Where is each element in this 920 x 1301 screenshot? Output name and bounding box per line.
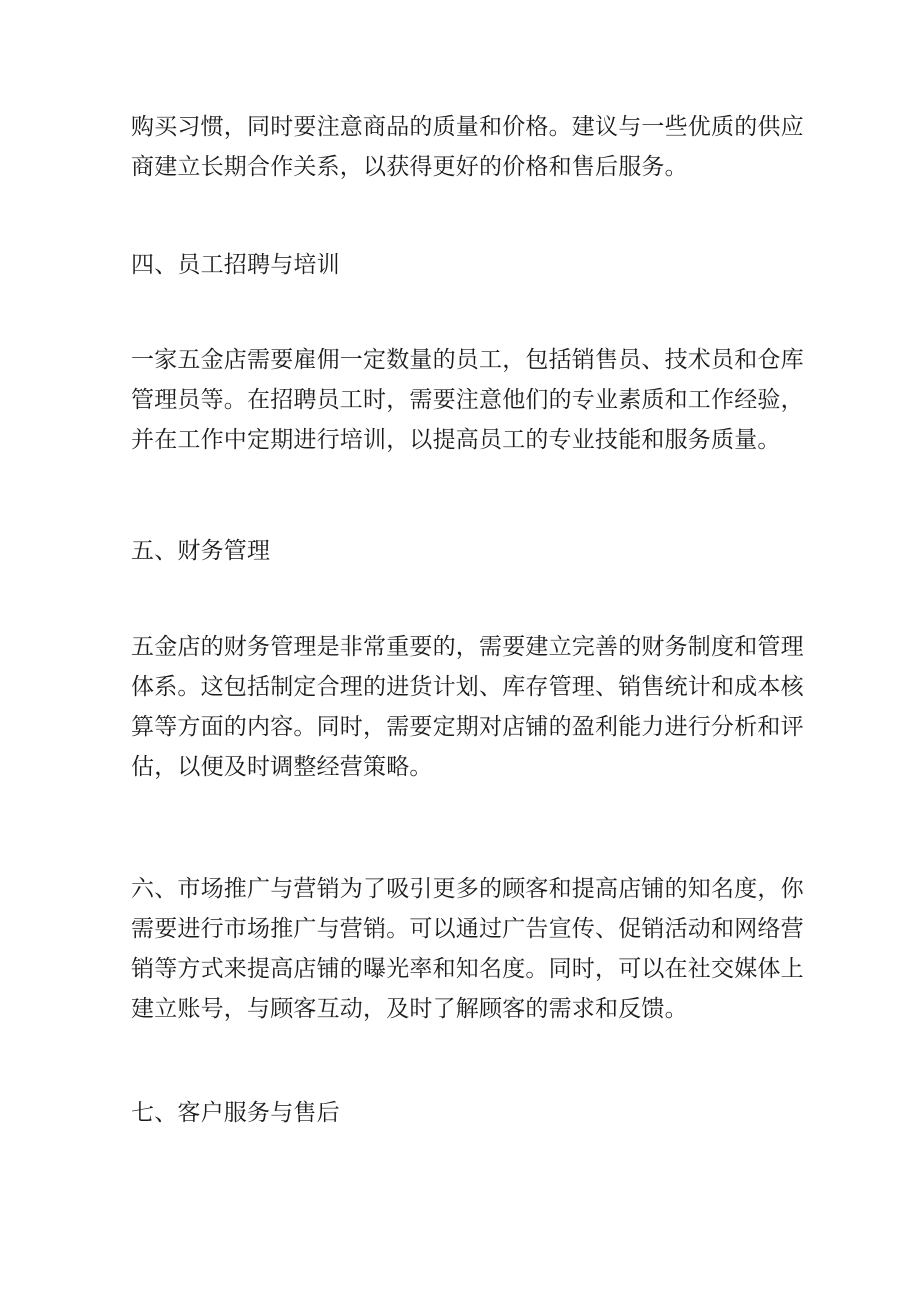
text-line: 建立账号，与顾客互动，及时了解顾客的需求和反馈。	[131, 996, 688, 1022]
paragraph-finance	[131, 627, 804, 787]
paragraph-supplier	[131, 107, 804, 187]
text-line: 估，以便及时调整经营策略。	[131, 754, 433, 780]
text-line: 需要进行市场推广与营销。可以通过广告宣传、促销活动和网络营	[131, 916, 804, 942]
text-line: 体系。这包括制定合理的进货计划、库存管理、销售统计和成本核	[131, 674, 804, 700]
section-heading-staff	[131, 245, 801, 285]
paragraph-marketing	[131, 869, 804, 1029]
text-line: 商建立长期合作关系，以获得更好的价格和售后服务。	[131, 154, 688, 180]
text-line: 并在工作中定期进行培训，以提高员工的专业技能和服务质量。	[131, 427, 781, 453]
text-line: 销等方式来提高店铺的曝光率和知名度。同时，可以在社交媒体上	[131, 956, 804, 982]
text-line: 购买习惯，同时要注意商品的质量和价格。建议与一些优质的供应	[131, 114, 804, 140]
paragraph-staff	[131, 340, 804, 460]
heading-text: 四、员工招聘与培训	[131, 252, 340, 278]
text-line: 管理员等。在招聘员工时，需要注意他们的专业素质和工作经验，	[131, 387, 804, 413]
text-line: 五金店的财务管理是非常重要的，需要建立完善的财务制度和管理	[131, 634, 804, 660]
text-line: 算等方面的内容。同时，需要定期对店铺的盈利能力进行分析和评	[131, 714, 804, 740]
section-heading-finance	[131, 531, 801, 571]
section-heading-service	[131, 1093, 801, 1133]
heading-text: 五、财务管理	[131, 538, 271, 564]
text-line: 六、市场推广与营销为了吸引更多的顾客和提高店铺的知名度，你	[131, 876, 804, 902]
text-line: 一家五金店需要雇佣一定数量的员工，包括销售员、技术员和仓库	[131, 347, 804, 373]
heading-text: 七、客户服务与售后	[131, 1100, 340, 1126]
